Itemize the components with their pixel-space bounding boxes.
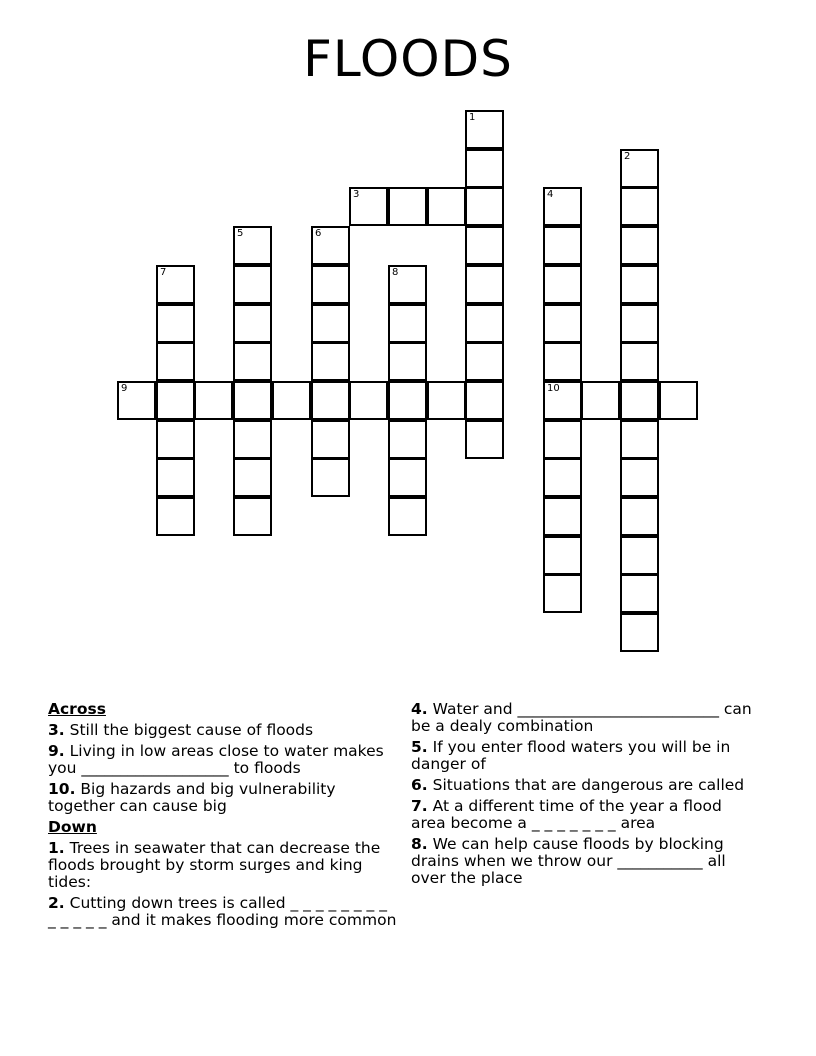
clue-number: 10. (48, 780, 76, 798)
crossword-cell[interactable] (543, 304, 582, 343)
crossword-cell[interactable] (311, 304, 350, 343)
clue-number: 7. (411, 797, 428, 815)
crossword-cell[interactable] (156, 458, 195, 497)
crossword-cell[interactable] (233, 381, 272, 420)
crossword-cell[interactable] (620, 226, 659, 265)
crossword-cell[interactable] (156, 497, 195, 536)
cell-number: 5 (237, 228, 244, 239)
crossword-cell[interactable] (156, 381, 195, 420)
crossword-cell[interactable] (117, 381, 156, 420)
crossword-cell[interactable] (465, 381, 504, 420)
cell-number: 2 (624, 151, 631, 162)
crossword-cell[interactable] (465, 187, 504, 226)
crossword-cell[interactable] (543, 187, 582, 226)
crossword-cell[interactable] (156, 342, 195, 381)
crossword-cell[interactable] (233, 265, 272, 304)
clue-across-3 (48, 722, 398, 739)
crossword-cell[interactable] (311, 226, 350, 265)
crossword-cell[interactable] (620, 265, 659, 304)
crossword-cell[interactable] (388, 187, 427, 226)
crossword-cell[interactable] (427, 187, 466, 226)
crossword-cell[interactable] (581, 381, 620, 420)
crossword-cell[interactable] (543, 420, 582, 459)
crossword-cell[interactable] (233, 342, 272, 381)
clue-down-6 (411, 777, 761, 794)
crossword-cell[interactable] (543, 226, 582, 265)
clue-across-9 (48, 743, 398, 777)
across-heading: Across (48, 700, 106, 718)
clue-text: Big hazards and big vulnerability together can cause big (48, 780, 336, 815)
crossword-cell[interactable] (388, 304, 427, 343)
clue-down-2 (48, 895, 398, 929)
crossword-cell[interactable] (233, 226, 272, 265)
cell-number: 10 (547, 383, 560, 394)
crossword-cell[interactable] (427, 381, 466, 420)
clue-down-1 (48, 840, 398, 891)
clue-down-5 (411, 739, 761, 773)
clue-text: We can help cause floods by blocking drains when we throw our ___________ all over the place (411, 835, 726, 887)
clue-text: Trees in seawater that can decrease the floods brought by storm surges and king tides: (48, 839, 381, 891)
clue-across-10 (48, 781, 398, 815)
clue-number: 1. (48, 839, 65, 857)
crossword-cell[interactable] (465, 420, 504, 459)
clue-text: Cutting down trees is called _ _ _ _ _ _ _ _ _ _ _ _ _ and it makes flooding more common (48, 894, 397, 929)
crossword-cell[interactable] (311, 265, 350, 304)
crossword-cell[interactable] (543, 497, 582, 536)
crossword-cell[interactable] (543, 574, 582, 613)
crossword-cell[interactable] (659, 381, 698, 420)
clue-number: 3. (48, 721, 65, 739)
page-title: FLOODS (303, 30, 513, 88)
clue-number: 4. (411, 700, 428, 718)
crossword-cell[interactable] (388, 381, 427, 420)
clue-text: If you enter flood waters you will be in danger of (411, 738, 731, 773)
crossword-cell[interactable] (349, 187, 388, 226)
cell-number: 7 (160, 267, 167, 278)
clue-down-7 (411, 798, 761, 832)
crossword-cell[interactable] (620, 536, 659, 575)
crossword-cell[interactable] (465, 110, 504, 149)
clue-down-4 (411, 701, 761, 735)
crossword-cell[interactable] (543, 342, 582, 381)
crossword-cell[interactable] (465, 149, 504, 188)
crossword-cell[interactable] (620, 497, 659, 536)
crossword-cell[interactable] (156, 265, 195, 304)
cell-number: 8 (392, 267, 399, 278)
clue-number: 5. (411, 738, 428, 756)
crossword-cell[interactable] (311, 420, 350, 459)
crossword-cell[interactable] (349, 381, 388, 420)
down-heading: Down (48, 818, 97, 836)
clue-number: 9. (48, 742, 65, 760)
crossword-cell[interactable] (233, 420, 272, 459)
crossword-cell[interactable] (465, 342, 504, 381)
clue-text: Still the biggest cause of floods (69, 721, 314, 739)
crossword-cell[interactable] (388, 458, 427, 497)
cell-number: 1 (469, 112, 476, 123)
crossword-cell[interactable] (620, 574, 659, 613)
crossword-cell[interactable] (465, 226, 504, 265)
crossword-cell[interactable] (620, 458, 659, 497)
clue-text: Water and __________________________ can be a dealy combination (411, 700, 752, 735)
crossword-cell[interactable] (156, 420, 195, 459)
crossword-cell[interactable] (620, 187, 659, 226)
crossword-cell[interactable] (543, 265, 582, 304)
clue-text: Situations that are dangerous are called (432, 776, 745, 794)
clue-number: 2. (48, 894, 65, 912)
crossword-cell[interactable] (233, 304, 272, 343)
crossword-cell[interactable] (620, 613, 659, 652)
crossword-cell[interactable] (311, 381, 350, 420)
crossword-cell[interactable] (156, 304, 195, 343)
crossword-cell[interactable] (620, 304, 659, 343)
clues-left-column (48, 701, 398, 933)
clue-number: 8. (411, 835, 428, 853)
crossword-cell[interactable] (620, 342, 659, 381)
clue-number: 6. (411, 776, 428, 794)
crossword-cell[interactable] (194, 381, 233, 420)
clue-down-8 (411, 836, 761, 887)
crossword-cell[interactable] (543, 536, 582, 575)
crossword-cell[interactable] (465, 265, 504, 304)
crossword-cell[interactable] (543, 381, 582, 420)
crossword-cell[interactable] (388, 497, 427, 536)
crossword-cell[interactable] (388, 265, 427, 304)
crossword-cell[interactable] (620, 381, 659, 420)
crossword-cell[interactable] (311, 342, 350, 381)
cell-number: 4 (547, 189, 554, 200)
crossword-cell[interactable] (233, 497, 272, 536)
crossword-cell[interactable] (272, 381, 311, 420)
crossword-cell[interactable] (388, 420, 427, 459)
crossword-cell[interactable] (311, 458, 350, 497)
crossword-cell[interactable] (465, 304, 504, 343)
cell-number: 3 (353, 189, 360, 200)
crossword-cell[interactable] (233, 458, 272, 497)
clues-right-column (411, 701, 761, 891)
crossword-cell[interactable] (620, 149, 659, 188)
cell-number: 9 (121, 383, 128, 394)
crossword-cell[interactable] (620, 420, 659, 459)
clue-text: At a different time of the year a flood area become a _ _ _ _ _ _ _ area (411, 797, 722, 832)
cell-number: 6 (315, 228, 322, 239)
clue-text: Living in low areas close to water makes you ___________________ to floods (48, 742, 384, 777)
crossword-cell[interactable] (388, 342, 427, 381)
crossword-cell[interactable] (543, 458, 582, 497)
